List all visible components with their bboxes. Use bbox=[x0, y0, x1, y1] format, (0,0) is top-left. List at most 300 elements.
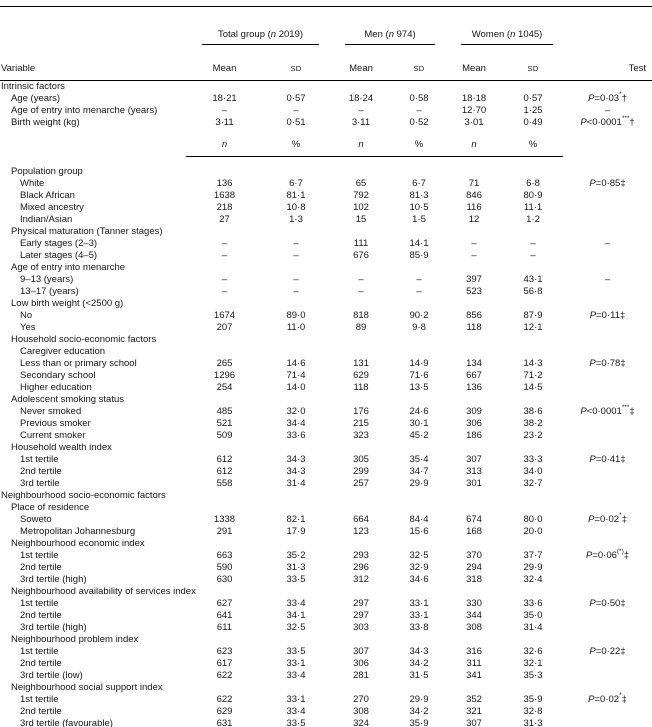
value-cell bbox=[445, 226, 503, 238]
value-cell: 34·0 bbox=[523, 466, 543, 477]
test-cell bbox=[563, 586, 652, 598]
value-cell: – bbox=[471, 238, 477, 249]
section-header-row bbox=[0, 157, 652, 179]
test-cell: – bbox=[604, 238, 611, 249]
value-cell: 33·8 bbox=[409, 622, 429, 633]
value-cell: 33·1 bbox=[286, 694, 306, 705]
value-cell: 307 bbox=[353, 646, 369, 657]
value-cell bbox=[329, 157, 393, 179]
value-cell: 34·4 bbox=[286, 418, 306, 429]
value-cell: 307 bbox=[466, 718, 482, 727]
value-cell: 265 bbox=[216, 358, 233, 369]
value-cell: 485 bbox=[216, 406, 233, 417]
value-cell bbox=[329, 334, 393, 346]
value-cell: 303 bbox=[353, 622, 369, 633]
value-cell bbox=[329, 262, 393, 274]
value-cell: 6·7 bbox=[289, 178, 303, 189]
value-cell bbox=[186, 394, 263, 406]
value-cell bbox=[263, 346, 329, 358]
value-cell bbox=[329, 298, 393, 310]
test-cell bbox=[563, 442, 652, 454]
test-cell bbox=[563, 658, 652, 670]
table-row bbox=[0, 718, 652, 727]
value-cell: 311 bbox=[466, 658, 482, 669]
table-row bbox=[0, 466, 652, 478]
value-cell: 856 bbox=[466, 310, 482, 321]
test-cell bbox=[563, 346, 652, 358]
value-cell: 18·21 bbox=[212, 93, 237, 104]
value-cell: 82·1 bbox=[286, 514, 306, 525]
value-cell: 32·0 bbox=[286, 406, 306, 417]
test-cell bbox=[563, 682, 652, 694]
test-cell bbox=[563, 706, 652, 718]
value-cell: 297 bbox=[353, 598, 369, 609]
value-cell bbox=[329, 394, 393, 406]
row-label-cell: Never smoked bbox=[20, 406, 82, 417]
row-label-cell: Intrinsic factors bbox=[1, 81, 65, 92]
value-cell: 308 bbox=[353, 706, 369, 717]
value-cell: 18·18 bbox=[461, 93, 487, 104]
table-row bbox=[0, 610, 652, 622]
value-cell: 116 bbox=[466, 202, 482, 213]
value-cell bbox=[186, 682, 263, 694]
value-cell: 306 bbox=[466, 418, 482, 429]
value-cell: 293 bbox=[353, 550, 369, 561]
value-cell: 34·7 bbox=[409, 466, 429, 477]
value-cell: 521 bbox=[216, 418, 233, 429]
value-cell bbox=[263, 538, 329, 550]
table-row bbox=[0, 370, 652, 382]
value-cell: 43·1 bbox=[523, 274, 543, 285]
value-cell bbox=[186, 634, 263, 646]
value-cell bbox=[329, 634, 393, 646]
row-label-cell: Metropolitan Johannesburg bbox=[20, 526, 136, 537]
value-cell bbox=[329, 490, 393, 502]
value-cell bbox=[263, 634, 329, 646]
value-cell: – bbox=[358, 286, 364, 297]
value-cell bbox=[503, 394, 563, 406]
test-cell bbox=[563, 622, 652, 634]
table-row bbox=[0, 93, 652, 105]
value-cell: 80·0 bbox=[523, 514, 543, 525]
row-label-cell: Neighbourhood problem index bbox=[11, 634, 139, 645]
row-label-cell: Physical maturation (Tanner stages) bbox=[11, 226, 163, 237]
sd-column-header: SD bbox=[503, 45, 563, 81]
row-label-cell: Current smoker bbox=[20, 430, 86, 441]
value-cell bbox=[445, 298, 503, 310]
value-cell bbox=[186, 586, 263, 598]
value-cell: 215 bbox=[353, 418, 369, 429]
value-cell bbox=[186, 346, 263, 358]
test-cell: P=0·85‡ bbox=[589, 178, 626, 189]
value-cell: 590 bbox=[216, 562, 233, 573]
value-cell bbox=[393, 262, 445, 274]
test-cell bbox=[563, 214, 652, 226]
test-cell bbox=[563, 538, 652, 550]
value-cell bbox=[186, 298, 263, 310]
value-cell: 846 bbox=[466, 190, 482, 201]
mean-column-header: Mean bbox=[445, 45, 503, 81]
test-cell: P=0·06(*)‡ bbox=[586, 548, 630, 561]
value-cell: 14·5 bbox=[523, 382, 543, 393]
value-cell bbox=[393, 298, 445, 310]
value-cell: 0·52 bbox=[409, 117, 429, 128]
value-cell: 30·1 bbox=[409, 418, 429, 429]
row-label-cell: 2nd tertile bbox=[20, 658, 62, 669]
value-cell: 71·2 bbox=[523, 370, 543, 381]
value-cell: 308 bbox=[466, 622, 482, 633]
test-cell bbox=[563, 157, 652, 179]
group-header-row bbox=[0, 7, 652, 46]
table-row bbox=[0, 117, 652, 129]
test-cell bbox=[563, 334, 652, 346]
value-cell: 31·4 bbox=[523, 622, 543, 633]
value-cell bbox=[393, 586, 445, 598]
value-cell: 611 bbox=[216, 622, 233, 633]
value-cell bbox=[263, 298, 329, 310]
value-cell bbox=[393, 81, 445, 94]
percent-subheader: % bbox=[263, 129, 329, 157]
value-cell: – bbox=[530, 238, 536, 249]
value-cell bbox=[186, 334, 263, 346]
value-cell: 218 bbox=[216, 202, 233, 213]
value-cell bbox=[503, 682, 563, 694]
test-cell: – bbox=[604, 274, 611, 285]
value-cell: 294 bbox=[466, 562, 482, 573]
test-cell bbox=[563, 490, 652, 502]
section-header-row bbox=[0, 81, 652, 94]
value-cell: 35·0 bbox=[523, 610, 543, 621]
value-cell: 344 bbox=[466, 610, 482, 621]
value-cell: 1674 bbox=[213, 310, 236, 321]
value-cell: 305 bbox=[353, 454, 369, 465]
value-cell bbox=[503, 262, 563, 274]
value-cell bbox=[393, 538, 445, 550]
value-cell bbox=[503, 586, 563, 598]
value-cell: – bbox=[293, 286, 299, 297]
mean-column-header: Mean bbox=[329, 45, 393, 81]
value-cell: 33·1 bbox=[409, 610, 429, 621]
table-row bbox=[0, 430, 652, 442]
test-cell bbox=[563, 502, 652, 514]
value-cell: 12·1 bbox=[523, 322, 543, 333]
value-cell: 31·3 bbox=[523, 718, 543, 727]
value-cell: 13·5 bbox=[409, 382, 429, 393]
value-cell: 297 bbox=[353, 610, 369, 621]
test-cell: P=0·22‡ bbox=[589, 646, 626, 657]
value-cell: 664 bbox=[353, 514, 369, 525]
value-cell: 0·57 bbox=[523, 93, 543, 104]
row-label-cell: Indian/Asian bbox=[20, 214, 73, 225]
table-row bbox=[0, 358, 652, 370]
sd-column-header: SD bbox=[263, 45, 329, 81]
value-cell: 1338 bbox=[213, 514, 236, 525]
row-label-cell: 1st tertile bbox=[20, 694, 59, 705]
test-cell bbox=[563, 466, 652, 478]
value-cell: 622 bbox=[216, 694, 233, 705]
value-cell bbox=[393, 634, 445, 646]
value-cell: 3·01 bbox=[464, 117, 484, 128]
value-cell: 10·5 bbox=[409, 202, 429, 213]
value-cell: 313 bbox=[466, 466, 482, 477]
table-row bbox=[0, 574, 652, 586]
section-header-row bbox=[0, 262, 652, 274]
value-cell bbox=[393, 442, 445, 454]
row-label-cell: 1st tertile bbox=[20, 646, 59, 657]
value-cell: 80·9 bbox=[523, 190, 543, 201]
value-cell: 123 bbox=[353, 526, 369, 537]
value-cell: 20·0 bbox=[523, 526, 543, 537]
test-cell: P=0·02*‡ bbox=[588, 512, 627, 525]
value-cell: 11·1 bbox=[523, 202, 543, 213]
value-cell: 14·9 bbox=[409, 358, 429, 369]
table-row bbox=[0, 550, 652, 562]
value-cell bbox=[445, 502, 503, 514]
row-label-cell: 3rd tertile bbox=[20, 478, 60, 489]
n-subheader: n bbox=[329, 129, 393, 157]
value-cell: 34·6 bbox=[409, 574, 429, 585]
value-cell bbox=[263, 586, 329, 598]
value-cell: 56·8 bbox=[523, 286, 543, 297]
value-cell bbox=[393, 334, 445, 346]
section-header-row bbox=[0, 586, 652, 598]
row-label-cell: No bbox=[20, 310, 33, 321]
value-cell bbox=[329, 226, 393, 238]
value-cell: 676 bbox=[353, 250, 369, 261]
percent-subheader: % bbox=[503, 129, 563, 157]
value-cell: 29·9 bbox=[409, 694, 429, 705]
value-cell: – bbox=[293, 250, 299, 261]
value-cell: 85·9 bbox=[409, 250, 429, 261]
value-cell: 33·6 bbox=[286, 430, 306, 441]
value-cell: 299 bbox=[353, 466, 369, 477]
value-cell: 32·4 bbox=[523, 574, 543, 585]
value-cell: 33·5 bbox=[286, 718, 306, 727]
test-cell bbox=[563, 226, 652, 238]
value-cell bbox=[445, 538, 503, 550]
value-cell: 1·2 bbox=[526, 214, 540, 225]
value-cell: 257 bbox=[353, 478, 369, 489]
n-subheader: n bbox=[445, 129, 503, 157]
row-label-cell: 3rd tertile (favourable) bbox=[20, 718, 113, 727]
value-cell: 307 bbox=[466, 454, 482, 465]
table-row bbox=[0, 286, 652, 298]
value-cell: 641 bbox=[216, 610, 233, 621]
test-cell: P=0·11‡ bbox=[589, 310, 626, 321]
value-cell bbox=[393, 346, 445, 358]
value-cell: 341 bbox=[466, 670, 482, 681]
value-cell bbox=[445, 682, 503, 694]
value-cell bbox=[503, 298, 563, 310]
value-cell: – bbox=[358, 105, 364, 116]
value-cell bbox=[445, 334, 503, 346]
table-row bbox=[0, 694, 652, 706]
value-cell: 296 bbox=[353, 562, 369, 573]
row-label-cell: Age of entry into menarche bbox=[11, 262, 126, 273]
value-cell: 617 bbox=[216, 658, 233, 669]
section-header-row bbox=[0, 226, 652, 238]
table-row bbox=[0, 382, 652, 394]
row-label-cell: 3rd tertile (high) bbox=[20, 622, 87, 633]
value-cell: 35·2 bbox=[286, 550, 306, 561]
test-cell bbox=[563, 382, 652, 394]
table-row bbox=[0, 418, 652, 430]
test-cell bbox=[563, 190, 652, 202]
table-row bbox=[0, 238, 652, 250]
value-cell: 17·9 bbox=[286, 526, 306, 537]
value-cell: 818 bbox=[353, 310, 369, 321]
value-cell bbox=[329, 346, 393, 358]
value-cell: – bbox=[221, 105, 228, 116]
value-cell: 9·8 bbox=[412, 322, 426, 333]
value-cell: 35·9 bbox=[523, 694, 543, 705]
value-cell: 1296 bbox=[213, 370, 236, 381]
value-cell: 612 bbox=[216, 454, 233, 465]
value-cell bbox=[445, 81, 503, 94]
value-cell: 111 bbox=[353, 238, 369, 249]
value-cell: 0·49 bbox=[523, 117, 543, 128]
subheader-spacer bbox=[0, 129, 186, 157]
table-row bbox=[0, 406, 652, 418]
value-cell bbox=[503, 81, 563, 94]
value-cell bbox=[186, 490, 263, 502]
value-cell: 0·57 bbox=[286, 93, 306, 104]
value-cell bbox=[263, 81, 329, 94]
test-cell bbox=[563, 298, 652, 310]
value-cell: 84·4 bbox=[409, 514, 429, 525]
value-cell: 631 bbox=[216, 718, 233, 727]
value-cell: – bbox=[293, 274, 299, 285]
value-cell: 14·1 bbox=[409, 238, 429, 249]
row-label-cell: Neighbourhood economic index bbox=[11, 538, 145, 549]
value-cell bbox=[503, 442, 563, 454]
value-cell: 37·7 bbox=[523, 550, 543, 561]
table-row bbox=[0, 670, 652, 682]
value-cell: 674 bbox=[466, 514, 482, 525]
row-label-cell: Population group bbox=[11, 166, 83, 177]
row-label-cell: 2nd tertile bbox=[20, 610, 62, 621]
value-cell: 71·4 bbox=[286, 370, 306, 381]
value-cell: 33·5 bbox=[286, 646, 306, 657]
table-row bbox=[0, 274, 652, 286]
row-label-cell: Place of residence bbox=[11, 502, 90, 513]
value-cell: 45·2 bbox=[409, 430, 429, 441]
value-cell bbox=[445, 157, 503, 179]
table-row bbox=[0, 322, 652, 334]
value-cell: 12 bbox=[468, 214, 480, 225]
row-label-cell: 2nd tertile bbox=[20, 466, 62, 477]
row-label-cell: 2nd tertile bbox=[20, 562, 62, 573]
value-cell: 81·1 bbox=[286, 190, 306, 201]
value-cell bbox=[503, 334, 563, 346]
section-header-row bbox=[0, 502, 652, 514]
value-cell: 131 bbox=[353, 358, 369, 369]
value-cell: 118 bbox=[466, 322, 482, 333]
value-cell: – bbox=[416, 286, 422, 297]
row-label-cell: 13–17 (years) bbox=[20, 286, 79, 297]
value-cell bbox=[445, 490, 503, 502]
value-cell bbox=[186, 157, 263, 179]
value-cell: 1·5 bbox=[412, 214, 426, 225]
group-header-women bbox=[445, 7, 563, 46]
value-cell: 318 bbox=[466, 574, 482, 585]
row-label-cell: Neighbourhood socio-economic factors bbox=[1, 490, 166, 501]
row-label-cell: White bbox=[20, 178, 45, 189]
value-cell: 32·9 bbox=[409, 562, 429, 573]
row-label-cell: 1st tertile bbox=[20, 598, 59, 609]
value-cell: 33·5 bbox=[286, 574, 306, 585]
value-cell bbox=[186, 81, 263, 94]
value-cell bbox=[503, 634, 563, 646]
value-cell: 27 bbox=[219, 214, 230, 225]
section-header-row bbox=[0, 538, 652, 550]
value-cell bbox=[393, 394, 445, 406]
test-cell bbox=[563, 718, 652, 727]
table-row bbox=[0, 454, 652, 466]
group-header-men-label: Men (n 974) bbox=[345, 29, 435, 45]
value-cell: 558 bbox=[216, 478, 233, 489]
row-label-cell: Yes bbox=[20, 322, 36, 333]
value-cell: 33·4 bbox=[286, 706, 306, 717]
value-cell: 1638 bbox=[213, 190, 236, 201]
row-label-cell: Later stages (4–5) bbox=[20, 250, 98, 261]
section-header-row bbox=[0, 634, 652, 646]
value-cell: 34·3 bbox=[409, 646, 429, 657]
value-cell: 32·7 bbox=[523, 478, 543, 489]
row-label-cell: Neighbourhood availability of services index bbox=[11, 586, 196, 597]
value-cell: 32·6 bbox=[523, 646, 543, 657]
value-cell: 89·0 bbox=[286, 310, 306, 321]
value-cell: 629 bbox=[216, 706, 233, 717]
variable-column-header: Variable bbox=[0, 45, 186, 81]
table-row bbox=[0, 178, 652, 190]
value-cell: 34·2 bbox=[409, 706, 429, 717]
value-cell: 324 bbox=[353, 718, 369, 727]
value-cell: 18·24 bbox=[348, 93, 374, 104]
value-cell: 134 bbox=[466, 358, 482, 369]
value-cell: 65 bbox=[355, 178, 367, 189]
row-label-cell: Less than or primary school bbox=[20, 358, 137, 369]
value-cell bbox=[186, 262, 263, 274]
value-cell: 370 bbox=[466, 550, 482, 561]
value-cell: 663 bbox=[216, 550, 233, 561]
value-cell: 38·2 bbox=[523, 418, 543, 429]
value-cell: 6·8 bbox=[526, 178, 540, 189]
value-cell bbox=[393, 226, 445, 238]
value-cell: 33·3 bbox=[523, 454, 543, 465]
row-label-cell: 1st tertile bbox=[20, 550, 59, 561]
test-cell: P<0·0001***‡ bbox=[580, 404, 635, 417]
value-cell bbox=[503, 490, 563, 502]
table-body bbox=[0, 81, 652, 727]
value-cell bbox=[186, 538, 263, 550]
table-row bbox=[0, 214, 652, 226]
table-row bbox=[0, 646, 652, 658]
group-header-total-label: Total group (n 2019) bbox=[202, 29, 319, 45]
row-label-cell: 3rd tertile (low) bbox=[20, 670, 83, 681]
value-cell: 627 bbox=[216, 598, 233, 609]
value-cell: – bbox=[358, 274, 364, 285]
value-cell: 168 bbox=[466, 526, 482, 537]
test-cell bbox=[563, 394, 652, 406]
test-cell bbox=[563, 81, 652, 94]
value-cell: 309 bbox=[466, 406, 482, 417]
value-cell: – bbox=[471, 250, 477, 261]
row-label-cell: Adolescent smoking status bbox=[11, 394, 125, 405]
table-row bbox=[0, 202, 652, 214]
value-cell: 15·6 bbox=[409, 526, 429, 537]
section-header-row bbox=[0, 346, 652, 358]
